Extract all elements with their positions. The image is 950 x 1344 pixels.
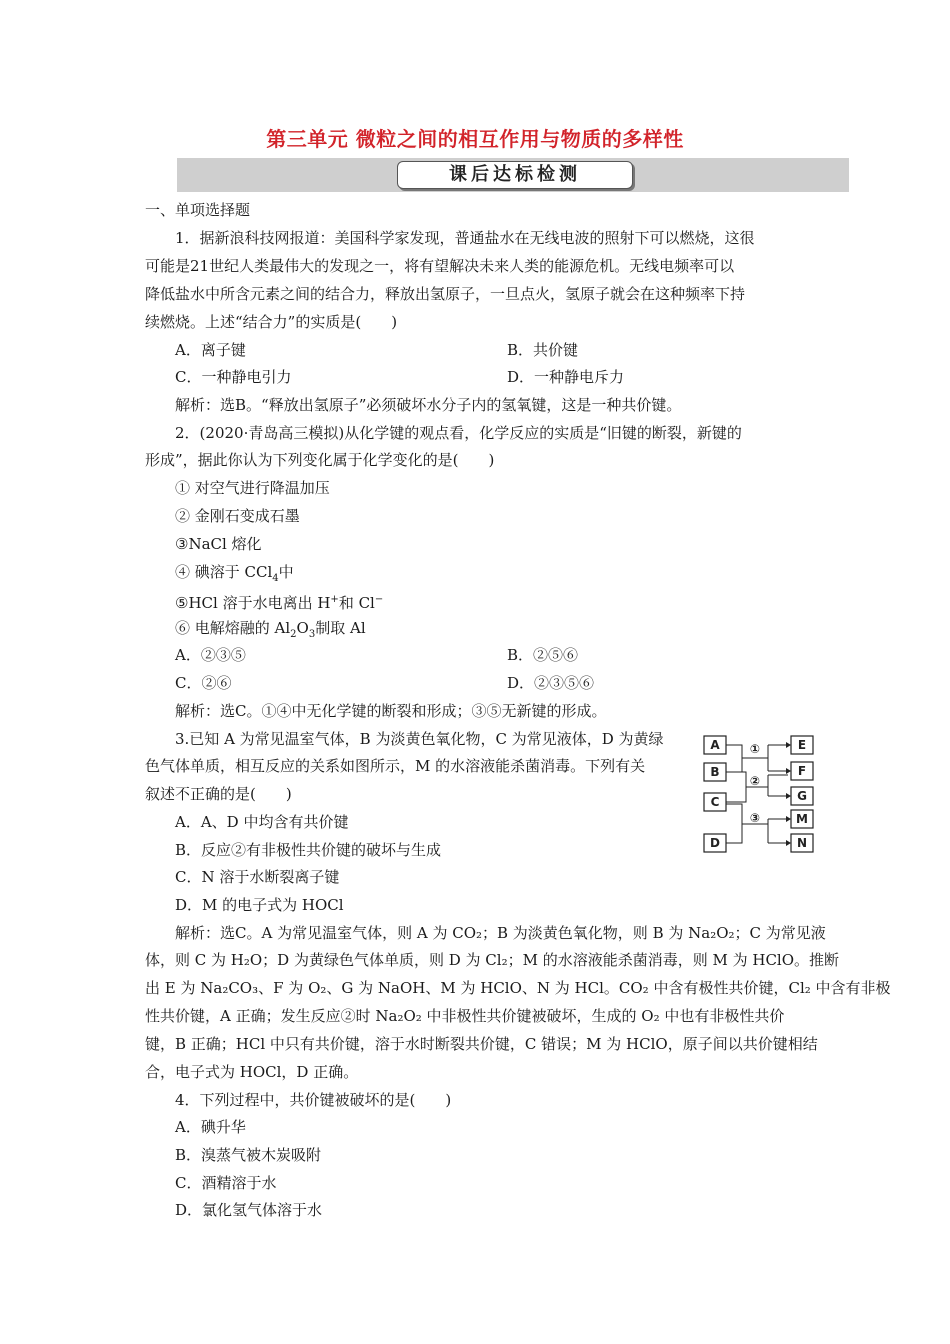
q2-item-2: ② 金刚石变成石墨 — [175, 507, 300, 525]
reaction-1-outputs — [768, 745, 788, 771]
q1-text-line: 可能是21世纪人类最伟大的发现之一，将有望解决未来人类的能源危机。无线电频率可以 — [145, 257, 735, 275]
q3-option-d: D．M 的电子式为 HOCl — [175, 896, 344, 914]
q1-text-line: 续燃烧。上述“结合力”的实质是( ) — [145, 313, 398, 331]
reaction-1-inputs — [726, 745, 768, 772]
arrow-head — [786, 816, 791, 822]
arrow-head — [786, 793, 791, 799]
reaction-2-outputs — [768, 775, 788, 796]
q4-option-d: D．氯化氢气体溶于水 — [175, 1201, 323, 1219]
q1-answer: 解析：选B。“释放出氢原子”必须破坏水分子内的氢氧键，这是一种共价键。 — [175, 396, 682, 414]
q2-item-6: ⑥ 电解熔融的 $Al_2O_3$制取 Al — [175, 619, 366, 640]
q4-option-a: A．碘升华 — [175, 1118, 246, 1136]
reaction-3-inputs — [726, 804, 768, 843]
q3-answer-line: 出 E 为 Na₂CO₃、F 为 O₂、G 为 NaOH、M 为 HClO、N 为 HCl。CO₂ 中含有极性共价键，Cl₂ 中含有非极 — [145, 979, 891, 997]
banner-label: 课后达标检测 — [397, 161, 633, 189]
node-g-label: G — [797, 789, 807, 803]
q1-option-b: B．共价键 — [507, 341, 579, 359]
node-n-label: N — [796, 836, 808, 850]
reaction-3-label: ③ — [749, 811, 761, 825]
q4-text-line: 4．下列过程中，共价键被破坏的是( ) — [175, 1091, 452, 1109]
q3-answer-line: 性共价键，A 正确；发生反应②时 Na₂O₂ 中非极性共价键被破坏，生成的 O₂ 中也有非极性共价 — [145, 1007, 785, 1025]
node-b-label: B — [710, 765, 720, 779]
q3-text-line: 3.已知 A 为常见温室气体，B 为淡黄色氧化物，C 为常见液体，D 为黄绿 — [175, 730, 664, 748]
q3-answer-line: 合，电子式为 HOCl，D 正确。 — [145, 1063, 359, 1081]
q4-option-c: C．酒精溶于水 — [175, 1174, 277, 1192]
q2-item-4: ④ 碘溶于 CCl$_4$中 — [175, 563, 294, 584]
reaction-2-inputs — [726, 772, 768, 802]
q2-option-d: D．②③⑤⑥ — [507, 674, 595, 692]
arrow-head — [786, 742, 791, 748]
q2-text-line: 形成”，据此你认为下列变化属于化学变化的是( ) — [145, 451, 495, 469]
reaction-2-label: ② — [749, 774, 761, 788]
q2-answer: 解析：选C。①④中无化学键的断裂和形成；③⑤无新键的形成。 — [175, 702, 607, 720]
q3-answer-line: 体，则 C 为 H₂O；D 为黄绿色气体单质，则 D 为 Cl₂；M 的水溶液能杀菌消毒，则 M 为 HClO。推断 — [145, 951, 840, 969]
q3-text-line: 叙述不正确的是( ) — [145, 785, 292, 803]
q2-item-1: ① 对空气进行降温加压 — [175, 479, 330, 497]
node-d-label: D — [710, 836, 720, 850]
q4-option-b: B．溴蒸气被木炭吸附 — [175, 1146, 322, 1164]
node-a-label: A — [710, 738, 720, 752]
q3-option-b: B．反应②有非极性共价键的破坏与生成 — [175, 841, 442, 859]
reaction-1-label: ① — [749, 742, 761, 756]
section-heading: 一、单项选择题 — [145, 201, 251, 219]
node-m-label: M — [796, 812, 808, 826]
page-title: 第三单元 微粒之间的相互作用与物质的多样性 — [266, 127, 684, 151]
node-f-label: F — [797, 764, 807, 778]
q3-answer-line: 键，B 正确；HCl 中只有共价键，溶于水时断裂共价键，C 错误；M 为 HClO，原子间以共价键相结 — [145, 1035, 818, 1053]
node-c-label: C — [710, 795, 720, 809]
node-e-label: E — [797, 738, 807, 752]
arrow-head — [786, 840, 791, 846]
q2-text-line: 2．(2020·青岛高三模拟)从化学键的观点看，化学反应的实质是“旧键的断裂，新键的 — [175, 424, 742, 442]
section-banner — [177, 158, 849, 192]
q1-option-c: C．一种静电引力 — [175, 368, 292, 386]
q2-option-c: C．②⑥ — [175, 674, 232, 692]
reaction-diagram — [702, 732, 817, 857]
q1-option-d: D．一种静电斥力 — [507, 368, 625, 386]
q2-option-b: B．②⑤⑥ — [507, 646, 579, 664]
q3-text-line: 色气体单质，相互反应的关系如图所示，M 的水溶液能杀菌消毒。下列有关 — [145, 757, 646, 775]
q3-answer-line: 解析：选C。A 为常见温室气体，则 A 为 CO₂；B 为淡黄色氧化物，则 B 为 Na₂O₂；C 为常见液 — [175, 924, 826, 942]
q2-item-5: ⑤HCl 溶于水电离出 H+和 Cl− — [175, 594, 384, 612]
reaction-3-outputs — [768, 819, 788, 843]
q1-text-line: 1．据新浪科技网报道：美国科学家发现，普通盐水在无线电波的照射下可以燃烧，这很 — [175, 229, 755, 247]
q2-option-a: A．②③⑤ — [175, 646, 246, 664]
q3-option-a: A．A、D 中均含有共价键 — [175, 813, 349, 831]
q3-option-c: C．N 溶于水断裂离子键 — [175, 868, 340, 886]
q1-text-line: 降低盐水中所含元素之间的结合力，释放出氢原子，一旦点火，氢原子就会在这种频率下持 — [145, 285, 746, 303]
arrow-head — [786, 768, 791, 774]
q1-option-a: A．离子键 — [175, 341, 246, 359]
q2-item-3: ③NaCl 熔化 — [175, 535, 262, 553]
